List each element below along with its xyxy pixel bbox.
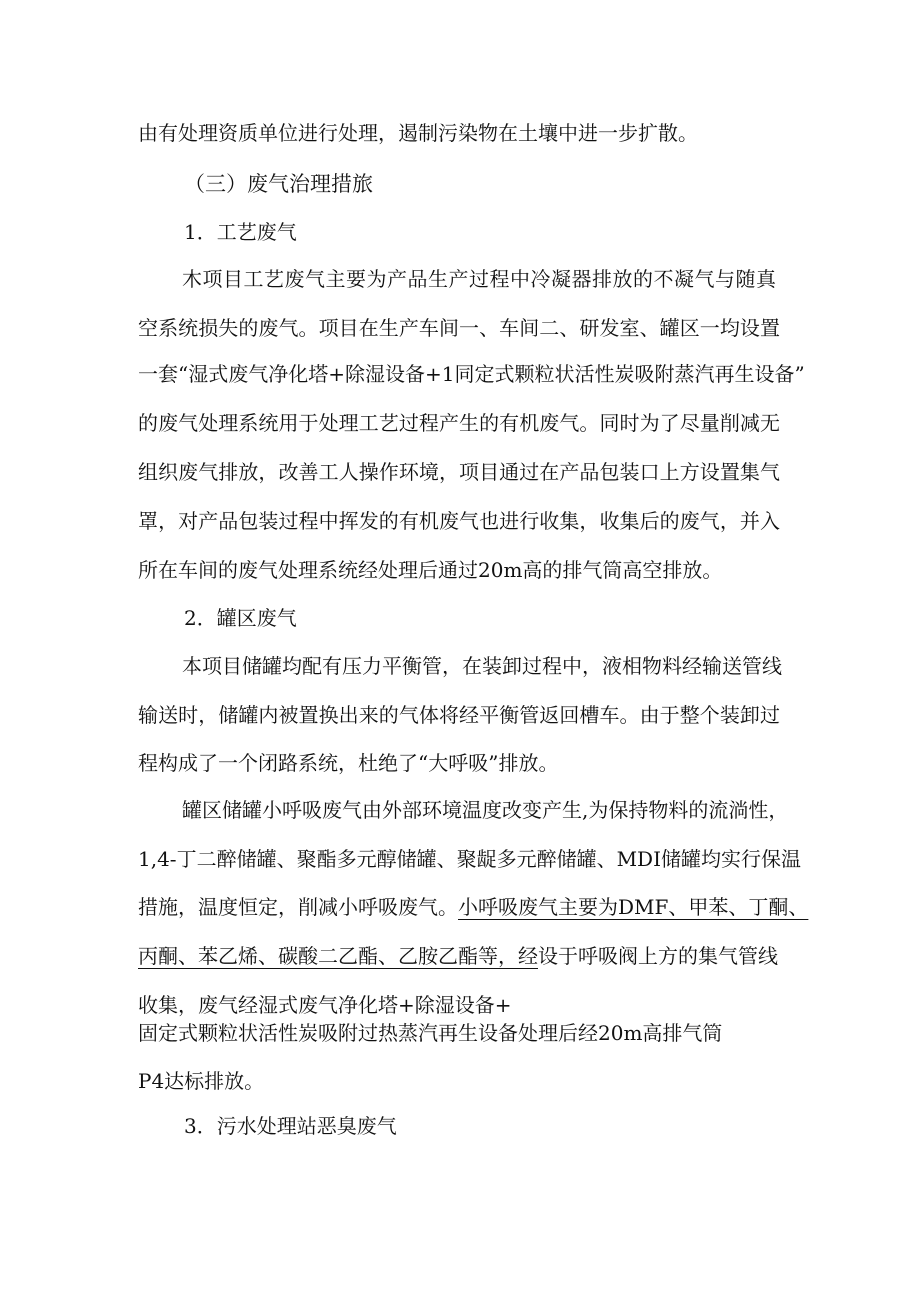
section-heading: （三）废气治理措旅 [184,172,373,196]
paragraph-line: 由有处理资质单位进行处理，遏制污染物在土壤中进一步扩散。 [138,121,698,145]
paragraph-line: 一套“湿式废气净化塔+除湿设备+1同定式颗粒状活性炭吸附蒸汽再生设备” [138,362,805,386]
paragraph-line [138,943,780,969]
paragraph-line: 木项目工艺废气主要为产品生产过程中冷凝器排放的不凝气与随真 [182,267,776,291]
paragraph-line: P4达标排放。 [138,1069,265,1093]
underlined-text: 丙酮、苯乙烯、碳酸二乙酯、乙胺乙酯等，经 [138,944,538,968]
paragraph-line: 罩，对产品包装过程中挥发的有机废气也进行收集，收集后的废气，并入 [138,509,780,533]
paragraph-line: 1,4-丁二醉储罐、聚酯多元醇储罐、聚龊多元醉储罐、MDI储罐均实行保温 [138,847,801,871]
subsection-heading: 1．工艺废气 [184,220,297,244]
paragraph-line: 输送时，储罐内被置换出来的气体将经平衡管返回槽车。由于整个装卸过 [138,703,780,727]
paragraph-line: 本项目储罐均配有压力平衡管，在装卸过程中，液相物料经输送管线 [182,654,782,678]
subsection-heading: 2．罐区废气 [184,606,297,630]
paragraph-line: 罐区储罐小呼吸废气由外部环境温度改变产生,为保持物料的流淌性， [182,798,789,822]
plain-text: 设于呼吸阀上方的集气管线 [538,944,778,968]
paragraph-line: 空系统损失的废气。项目在生产车间一、车间二、研发室、罐区一均设置 [138,316,780,340]
paragraph-line [138,894,809,920]
underlined-text: 小呼吸废气主要为DMF、甲苯、丁酮、 [458,895,809,919]
paragraph-line: 固定式颗粒状活性炭吸附过热蒸汽再生设备处理后经20m高排气筒 [138,1021,723,1045]
paragraph-line: 程构成了一个闭路系统，杜绝了“大呼吸”排放。 [138,751,559,775]
subsection-heading: 3．污水处理站恶臭废气 [184,1114,397,1138]
paragraph-line: 所在车间的废气处理系统经处理后通过20m高的排气筒高空排放。 [138,558,723,582]
paragraph-line: 的废气处理系统用于处理工艺过程产生的有机废气。同时为了尽量削减无 [138,411,780,435]
paragraph-line: 组织废气排放，改善工人操作环境，项目通过在产品包装口上方设置集气 [138,460,780,484]
paragraph-line: 收集，废气经湿式废气净化塔+除湿设备+ [138,993,512,1017]
plain-text: 措施，温度恒定，削减小呼吸废气。 [138,895,458,919]
